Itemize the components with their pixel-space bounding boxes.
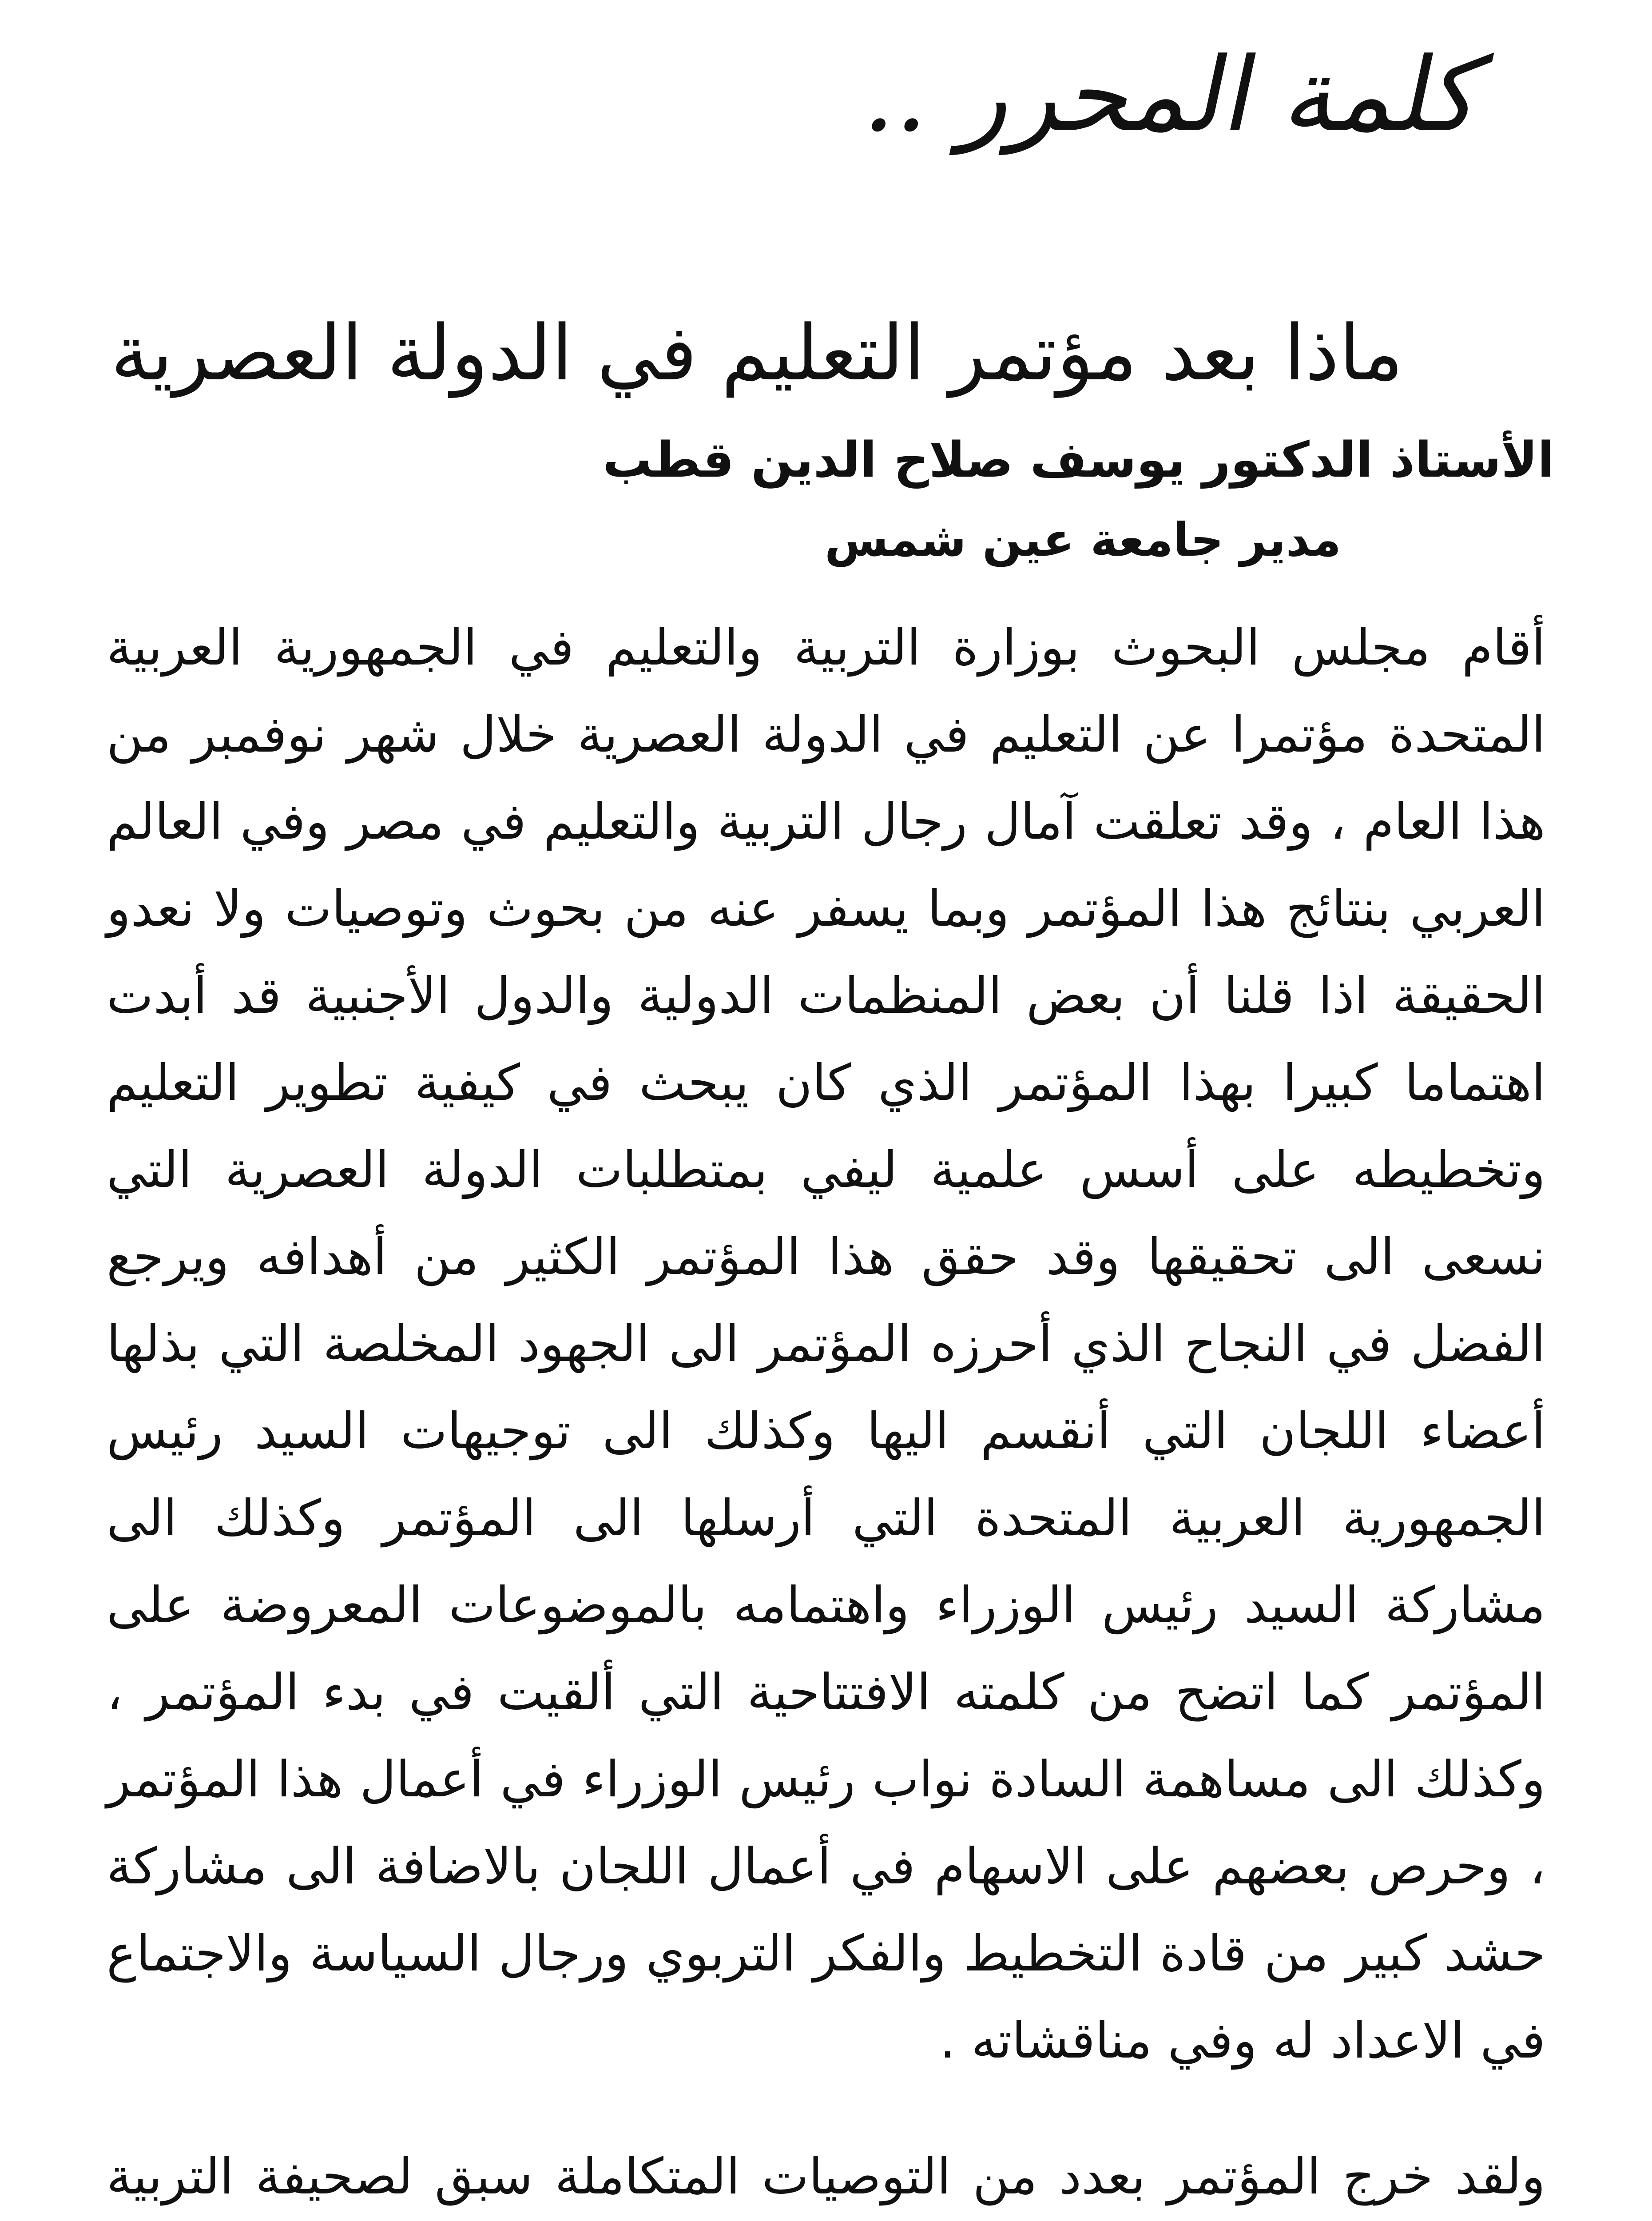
paragraph-1: أقام مجلس البحوث بوزارة التربية والتعليم في الجمهورية العربية المتحدة مؤتمرا عن التعليم في الدولة العصرية خلال شهر نوفمبر من هذا العام ، وقد تعلقت آمال رجال التربية والتعليم في مصر وفي العالم العربي بنتائج هذا المؤتمر وبما يسفر عنه من بحوث وتوصيات ولا نعدو الحقيقة اذا قلنا أن بعض المنظمات الدولية والدول الأجنبية قد أبدت اهتماما كبيرا بهذا المؤتمر الذي كان يبحث في كيفية تطوير التعليم وتخطيطه على أسس علمية ليفي بمتطلبات الدولة العصرية التي نسعى الى تحقيقها وقد حقق هذا المؤتمر الكثير من أهدافه ويرجع الفضل في النجاح الذي أحرزه المؤتمر الى الجهود المخلصة التي بذلها أعضاء اللجان التي أنقسم اليها وكذلك الى توجيهات السيد رئيس الجمهورية العربية المتحدة التي أرسلها الى المؤتمر وكذلك الى مشاركة السيد رئيس الوزراء واهتمامه بالموضوعات المعروضة على المؤتمر كما اتضح من كلمته الافتتاحية التي ألقيت في بدء المؤتمر ، وكذلك الى مساهمة السادة نواب رئيس الوزراء في أعمال هذا المؤتمر ، وحرص بعضهم على الاسهام في أعمال اللجان بالاضافة الى مشاركة حشد كبير من قادة التخطيط والفكر التربوي ورجال السياسة والاجتماع في الاعداد له وفي مناقشاته .	[107, 619, 1545, 2070]
author-role: مدير جامعة عين شمس	[824, 513, 1341, 567]
paragraph-2-intro: ولقد خرج المؤتمر بعدد من التوصيات المتكاملة سبق لصحيفة التربية	[107, 2148, 1545, 2205]
editorial-logo: كلمة المحرر ..	[856, 36, 1498, 155]
paragraph-2	[107, 2133, 1545, 2221]
author-name: الأستاذ الدكتور يوسف صلاح الدين قطب	[603, 431, 1554, 488]
article-body	[107, 604, 1545, 2221]
article-headline: ماذا بعد مؤتمر التعليم في الدولة العصرية	[111, 308, 1403, 398]
